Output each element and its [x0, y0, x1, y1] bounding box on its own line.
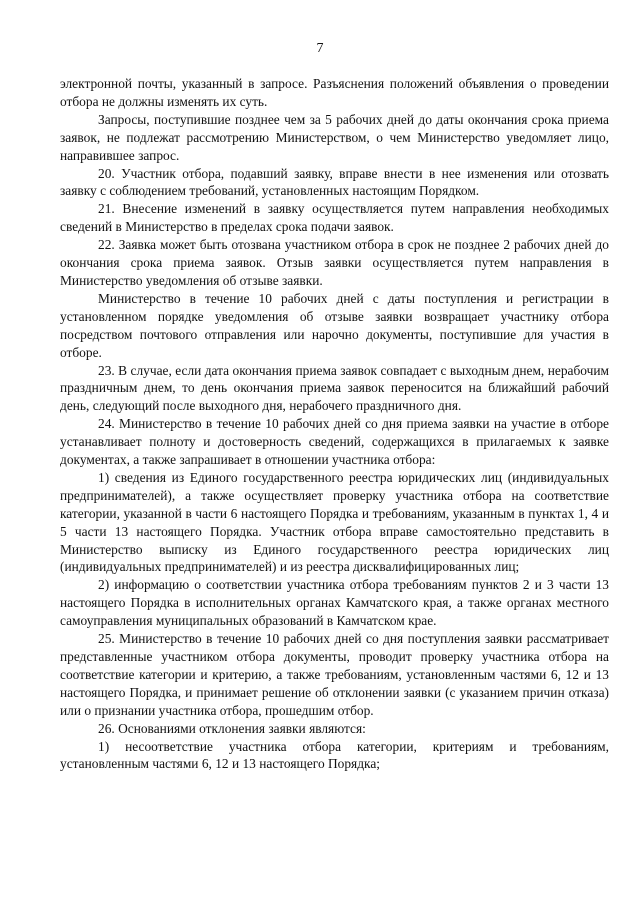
paragraph-item-26: 26. Основаниями отклонения заявки являются:	[98, 720, 366, 736]
paragraph-item-20: 20. Участник отбора, подавший заявку, вправе внести в нее изменения или отозвать заявку с соблюдением требований, установленных настоящим Порядком.	[60, 165, 609, 199]
subitem-1: 1) сведения из Единого государственного реестра юридических лиц (индивидуальных предпринимателей), а также осуществляет проверку участника отбора на соответствие категории, указанной в части 6 настоящего Порядка и требованиям, указанным в пунктах 1, 4 и 5 части 13 настоящего Порядка. Участник отбора вправе самостоятельно представить в Министерство выписку из Единого государственного реестра юридических лиц (индивидуальных предпринимателей) и из реестра дисквалифицированных лиц;	[60, 469, 609, 575]
subitem-1: 1) несоответствие участника отбора категории, критериям и требованиям, установленным частями 6, 12 и 13 настоящего Порядка;	[60, 738, 609, 772]
paragraph-continuation: электронной почты, указанный в запросе. Разъяснения положений объявления о проведении отбора не должны изменять их суть.	[60, 76, 609, 109]
paragraph: Министерство в течение 10 рабочих дней с даты поступления и регистрации в установленном порядке уведомления об отзыве заявки возвращает участнику отбора посредством почтового отправления или нарочно документы, поступившие для участия в отборе.	[60, 290, 609, 360]
paragraph-item-25: 25. Министерство в течение 10 рабочих дней со дня поступления заявки рассматривает представленные участником отбора документы, проводит проверку участника отбора на соответствие категории и критерию, а также требованиям, установленным частями 6, 12 и 13 настоящего Порядка, и принимает решение об отклонении заявки (с указанием причин отказа) или о признании участника отбора, прошедшим отбор.	[60, 631, 609, 718]
paragraph-item-24: 24. Министерство в течение 10 рабочих дней со дня приема заявки на участие в отборе устанавливает полноту и достоверность сведений, содержащихся в прилагаемых к заявке документах, а также запрашивает в отношении участника отбора:	[60, 416, 609, 468]
paragraph-item-23: 23. В случае, если дата окончания приема заявок совпадает с выходным днем, нерабочим праздничным днем, то день окончания приема заявок переносится на ближайший рабочий день, следующий после выходного дня, нерабочего праздничного дня.	[60, 362, 609, 414]
paragraph: Запросы, поступившие позднее чем за 5 рабочих дней до даты окончания срока приема заявок, не подлежат рассмотрению Министерством, о чем Министерство уведомляет лицо, направившее запрос.	[60, 111, 609, 163]
page-number: 7	[316, 41, 324, 56]
subitem-2: 2) информацию о соответствии участника отбора требованиям пунктов 2 и 3 части 13 настоящего Порядка в исполнительных органах Камчатского края, а также органах местного самоуправления муниципальных образований в Камчатском крае.	[60, 577, 609, 629]
paragraph-item-21: 21. Внесение изменений в заявку осуществляется путем направления необходимых сведений в Министерство в пределах срока подачи заявок.	[60, 201, 609, 235]
paragraph-item-22: 22. Заявка может быть отозвана участником отбора в срок не позднее 2 рабочих дней до окончания срока приема заявок. Отзыв заявки осуществляется путем направления в Министерство уведомления об отзыве заявки.	[60, 237, 609, 288]
document-body	[60, 75, 609, 773]
